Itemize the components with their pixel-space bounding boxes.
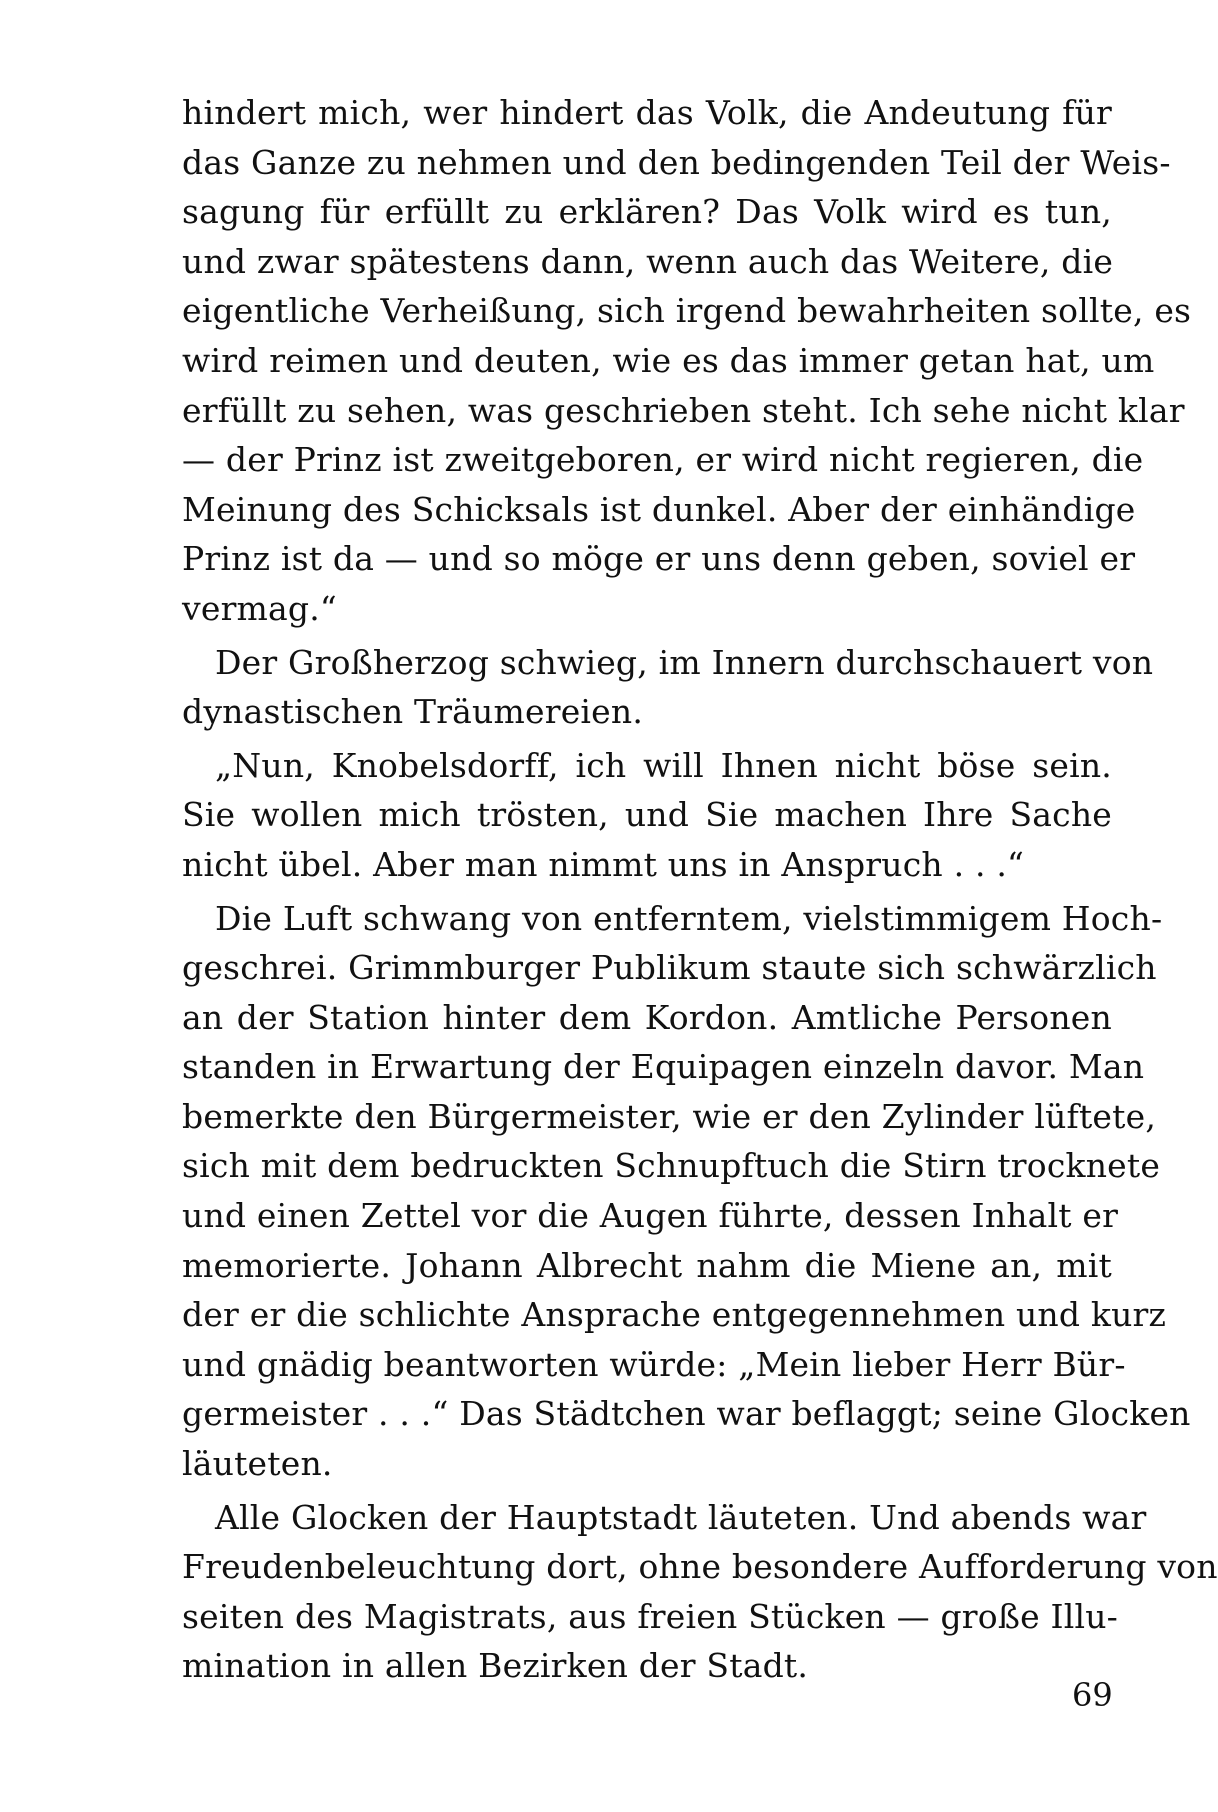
text-line: und zwar spätestens dann, wenn auch das Weitere, die: [182, 241, 1114, 281]
paragraph: [182, 741, 1112, 890]
text-line: das Ganze zu nehmen und den bedingenden Teil der Weis-: [182, 142, 1171, 182]
text-line: Meinung des Schicksals ist dunkel. Aber der einhändige: [182, 489, 1136, 529]
text-line: und gnädig beantworten würde: „Mein lieber Herr Bür-: [182, 1344, 1126, 1384]
text-line: Freudenbeleuchtung dort, ohne besondere Aufforderung von: [182, 1547, 1218, 1587]
paragraph: [182, 638, 1154, 737]
text-line: an der Station hinter dem Kordon. Amtliche Personen: [182, 997, 1112, 1037]
text-line: vermag.“: [182, 588, 337, 628]
text-line: Der Großherzog schwieg, im Innern durchschauert von: [215, 642, 1154, 682]
text-line: standen in Erwartung der Equipagen einzeln davor. Man: [182, 1047, 1145, 1087]
text-line: geschrei. Grimmburger Publikum staute sich schwärzlich: [182, 948, 1157, 988]
text-line: hindert mich, wer hindert das Volk, die Andeutung für: [182, 93, 1112, 132]
text-line: mination in allen Bezirken der Stadt.: [182, 1646, 809, 1686]
paragraph: [182, 88, 1192, 634]
text-line: und einen Zettel vor die Augen führte, dessen Inhalt er: [182, 1196, 1119, 1236]
text-line: memorierte. Johann Albrecht nahm die Miene an, mit: [182, 1245, 1112, 1285]
text-line: Alle Glocken der Hauptstadt läuteten. Und abends war: [215, 1497, 1147, 1537]
text-line: seiten des Magistrats, aus freien Stücken — große Illu-: [182, 1596, 1119, 1636]
text-line: nicht übel. Aber man nimmt uns in Anspruch . . .“: [182, 844, 1025, 884]
text-line: wird reimen und deuten, wie es das immer getan hat, um: [182, 340, 1155, 380]
text-line: Die Luft schwang von entferntem, vielstimmigem Hoch-: [215, 898, 1163, 938]
text-line: Prinz ist da — und so möge er uns denn geben, soviel er: [182, 539, 1136, 579]
page-number: 69: [1072, 1676, 1113, 1714]
paragraph: [182, 1493, 1218, 1691]
text-line: germeister . . .“ Das Städtchen war beflaggt; seine Glocken: [182, 1394, 1191, 1434]
text-line: dynastischen Träumereien.: [182, 692, 644, 732]
paragraph: [182, 894, 1191, 1489]
text-line: läuteten.: [182, 1444, 333, 1484]
text-line: erfüllt zu sehen, was geschrieben steht. Ich sehe nicht klar: [182, 390, 1185, 430]
text-line: der er die schlichte Ansprache entgegennehmen und kurz: [182, 1295, 1167, 1335]
text-line: bemerkte den Bürgermeister, wie er den Zylinder lüftete,: [182, 1096, 1157, 1136]
text-line: „Nun, Knobelsdorff, ich will Ihnen nicht böse sein.: [215, 745, 1112, 785]
text-line: sich mit dem bedruckten Schnupftuch die Stirn trocknete: [182, 1146, 1161, 1186]
text-line: sagung für erfüllt zu erklären? Das Volk wird es tun,: [182, 192, 1112, 232]
text-line: — der Prinz ist zweitgeboren, er wird nicht regieren, die: [182, 440, 1144, 480]
text-line: Sie wollen mich trösten, und Sie machen Ihre Sache: [182, 795, 1112, 835]
text-line: eigentliche Verheißung, sich irgend bewahrheiten sollte, es: [182, 291, 1192, 331]
body-text: [182, 88, 1218, 1691]
